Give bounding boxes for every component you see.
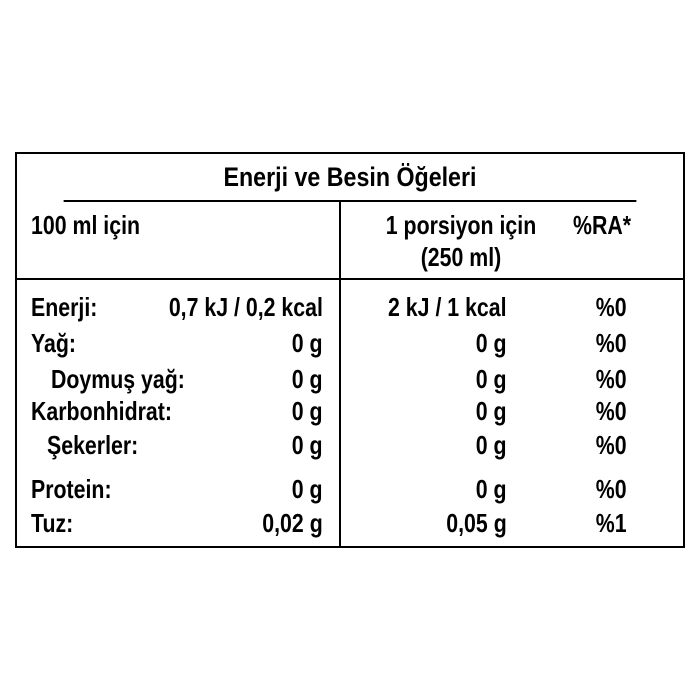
column-divider <box>339 202 341 546</box>
row-salt-label: Tuz: <box>31 508 74 538</box>
row-fat-per100: 0 g <box>292 328 323 358</box>
header-portion-size: (250 ml) <box>420 242 502 272</box>
row-saturated-fat-per100: 0 g <box>292 364 323 394</box>
row-fat-label: Yağ: <box>31 328 77 358</box>
row-sugars-per100: 0 g <box>292 430 323 460</box>
row-saturated-fat-label: Doymuş yağ: <box>51 364 185 394</box>
row-saturated-fat-ra: %0 <box>596 364 627 394</box>
header-ra: %RA* <box>573 210 632 240</box>
row-saturated-fat-portion: 0 g <box>476 364 507 394</box>
header-per-100ml: 100 ml için <box>31 210 141 240</box>
row-fat-portion: 0 g <box>476 328 507 358</box>
row-energy-portion: 2 kJ / 1 kcal <box>388 292 507 322</box>
row-carbohydrate-ra: %0 <box>596 396 627 426</box>
row-protein-ra: %0 <box>596 474 627 504</box>
row-carbohydrate-portion: 0 g <box>476 396 507 426</box>
row-fat-ra: %0 <box>596 328 627 358</box>
row-energy-ra: %0 <box>596 292 627 322</box>
row-carbohydrate-per100: 0 g <box>292 396 323 426</box>
row-energy-per100: 0,7 kJ / 0,2 kcal <box>168 292 323 322</box>
row-protein-label: Protein: <box>31 474 112 504</box>
row-sugars-label: Şekerler: <box>47 430 139 460</box>
row-protein-portion: 0 g <box>476 474 507 504</box>
row-salt-portion: 0,05 g <box>446 508 507 538</box>
header-divider <box>17 278 683 280</box>
nutrition-facts-table <box>15 152 685 548</box>
header-per-portion: 1 porsiyon için <box>385 210 537 240</box>
row-carbohydrate-label: Karbonhidrat: <box>31 396 172 426</box>
row-sugars-portion: 0 g <box>476 430 507 460</box>
row-salt-ra: %1 <box>596 508 627 538</box>
table-title: Enerji ve Besin Öğeleri <box>64 154 637 202</box>
row-protein-per100: 0 g <box>292 474 323 504</box>
row-salt-per100: 0,02 g <box>262 508 323 538</box>
row-energy-label: Enerji: <box>31 292 98 322</box>
row-sugars-ra: %0 <box>596 430 627 460</box>
